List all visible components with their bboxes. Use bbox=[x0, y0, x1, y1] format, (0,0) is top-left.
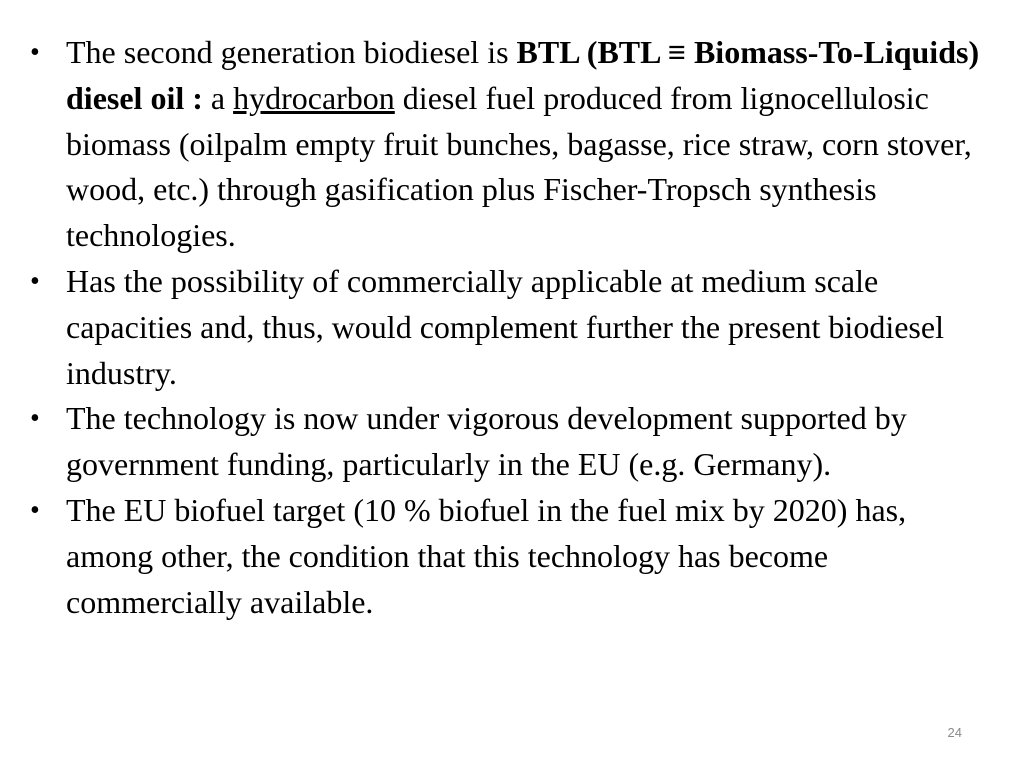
bullet-text-intro: The second generation biodiesel is bbox=[66, 34, 517, 70]
bullet-text-btl-term: BTL (BTL ≡ Biomass-To-Liquids) diesel oil : bbox=[66, 34, 980, 116]
bullet-list bbox=[30, 30, 1000, 625]
bullet-text: The technology is now under vigorous development supported by government funding, particularly in the EU (e.g. Germany). bbox=[66, 400, 907, 483]
bullet-item-development bbox=[30, 396, 1000, 488]
hydrocarbon-term: hydrocarbon bbox=[233, 79, 395, 116]
bullet-item-eu-target bbox=[30, 488, 1000, 625]
bullet-text: The EU biofuel target (10 % biofuel in the fuel mix by 2020) has, among other, the condition that this technology has become commercially available. bbox=[66, 491, 907, 620]
bullet-dot-icon: • bbox=[30, 494, 40, 526]
bullet-text-article: a bbox=[202, 79, 234, 116]
bullet-text-description: diesel fuel produced from lignocellulosic biomass (oilpalm empty fruit bunches, bagasse, rice straw, corn stover, wood, etc.) through gasification plus Fischer-Tropsch synthesis technologies. bbox=[66, 79, 972, 254]
bullet-dot-icon: • bbox=[30, 37, 40, 68]
bullet-text: Has the possibility of commercially applicable at medium scale capacities and, thus, would complement further the present biodiesel industry. bbox=[66, 262, 944, 391]
bullet-item-commercial-scale bbox=[30, 259, 1000, 396]
bullet-item-btl-definition bbox=[30, 30, 1000, 259]
bullet-dot-icon: • bbox=[30, 403, 40, 435]
bullet-dot-icon: • bbox=[30, 265, 40, 297]
page-number: 24 bbox=[947, 725, 962, 740]
